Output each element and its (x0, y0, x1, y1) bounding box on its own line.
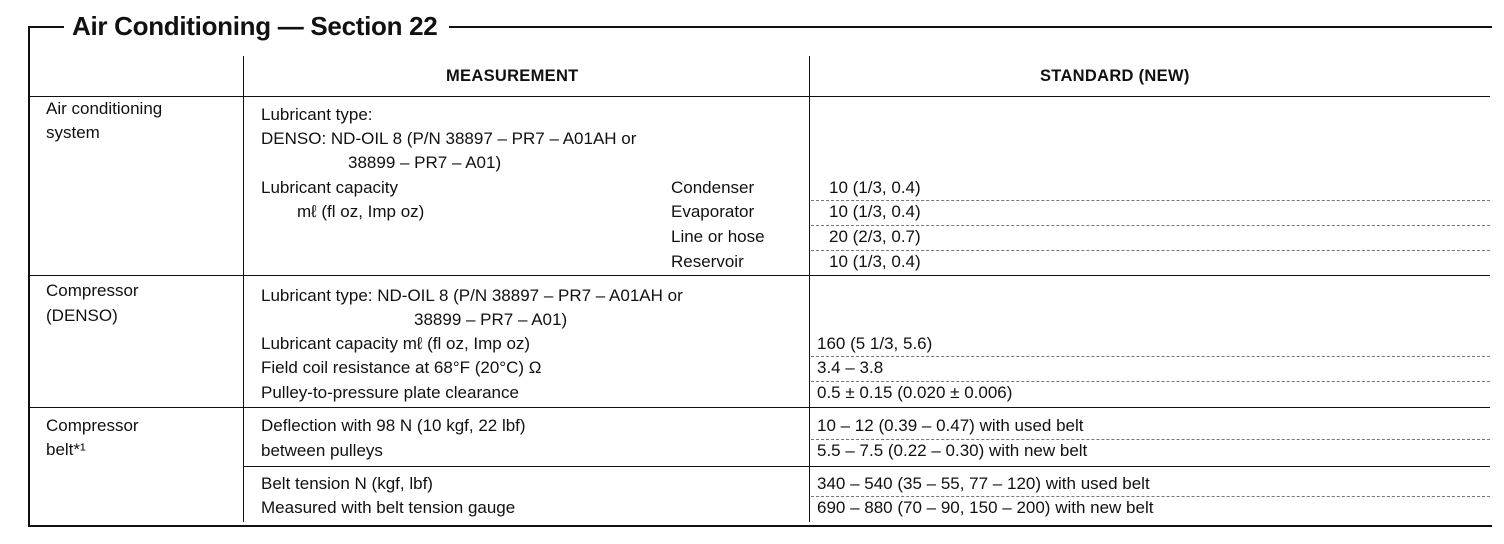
column-divider-1 (243, 56, 244, 522)
measurement-line: between pulleys (261, 441, 383, 460)
row-guide (811, 200, 1490, 201)
header-divider (30, 96, 1490, 97)
section-label: belt*¹ (46, 440, 86, 459)
standard-value: 340 – 540 (35 – 55, 77 – 120) with used belt (817, 474, 1150, 493)
measurement-line: Pulley-to-pressure plate clearance (261, 383, 519, 402)
component-label: Evaporator (671, 202, 755, 221)
section-label: Air conditioning (46, 99, 163, 118)
measurement-line: Lubricant capacity (261, 178, 399, 197)
measurement-line: Lubricant type: ND-OIL 8 (P/N 38897 – PR7 – A01AH or (261, 286, 683, 305)
component-label: Reservoir (671, 252, 744, 271)
measurement-line: DENSO: ND-OIL 8 (P/N 38897 – PR7 – A01AH or (261, 129, 637, 148)
measurement-line: Belt tension N (kgf, lbf) (261, 474, 433, 493)
standard-value: 20 (2/3, 0.7) (829, 227, 921, 246)
standard-value: 10 – 12 (0.39 – 0.47) with used belt (817, 416, 1084, 435)
row-guide (811, 439, 1490, 440)
row-guide (811, 225, 1490, 226)
standard-value: 10 (1/3, 0.4) (829, 178, 921, 197)
column-divider-2 (809, 56, 810, 522)
standard-value: 0.5 ± 0.15 (0.020 ± 0.006) (817, 383, 1013, 402)
section-divider (30, 275, 1490, 276)
standard-value: 5.5 – 7.5 (0.22 – 0.30) with new belt (817, 441, 1088, 460)
row-guide (811, 356, 1490, 357)
section-label: system (46, 123, 100, 142)
measurement-line: Deflection with 98 N (10 kgf, 22 lbf) (261, 416, 526, 435)
section-label: (DENSO) (46, 306, 118, 325)
page-title: Air Conditioning — Section 22 (64, 10, 449, 42)
measurement-line: Lubricant type: (261, 105, 373, 124)
standard-value: 160 (5 1/3, 5.6) (817, 334, 933, 353)
row-guide (811, 250, 1490, 251)
component-label: Line or hose (671, 227, 765, 246)
standard-value: 10 (1/3, 0.4) (829, 202, 921, 221)
table-frame (28, 26, 1492, 527)
standard-value: 690 – 880 (70 – 90, 150 – 200) with new belt (817, 498, 1154, 517)
section-label: Compressor (46, 416, 139, 435)
section-divider (30, 407, 1490, 408)
measurement-line: 38899 – PR7 – A01) (414, 310, 568, 329)
measurement-line: 38899 – PR7 – A01) (348, 153, 502, 172)
standard-value: 10 (1/3, 0.4) (829, 252, 921, 271)
header-standard: STANDARD (NEW) (1040, 67, 1190, 85)
measurement-line: Measured with belt tension gauge (261, 498, 516, 517)
header-measurement: MEASUREMENT (446, 67, 579, 85)
measurement-line: Field coil resistance at 68°F (20°C) Ω (261, 358, 542, 377)
measurement-line: Lubricant capacity mℓ (fl oz, Imp oz) (261, 334, 531, 353)
subsection-divider (244, 466, 1490, 467)
component-label: Condenser (671, 178, 755, 197)
row-guide (811, 496, 1490, 497)
section-label: Compressor (46, 281, 139, 300)
standard-value: 3.4 – 3.8 (817, 358, 884, 377)
row-guide (811, 381, 1490, 382)
measurement-line: mℓ (fl oz, Imp oz) (297, 202, 425, 221)
